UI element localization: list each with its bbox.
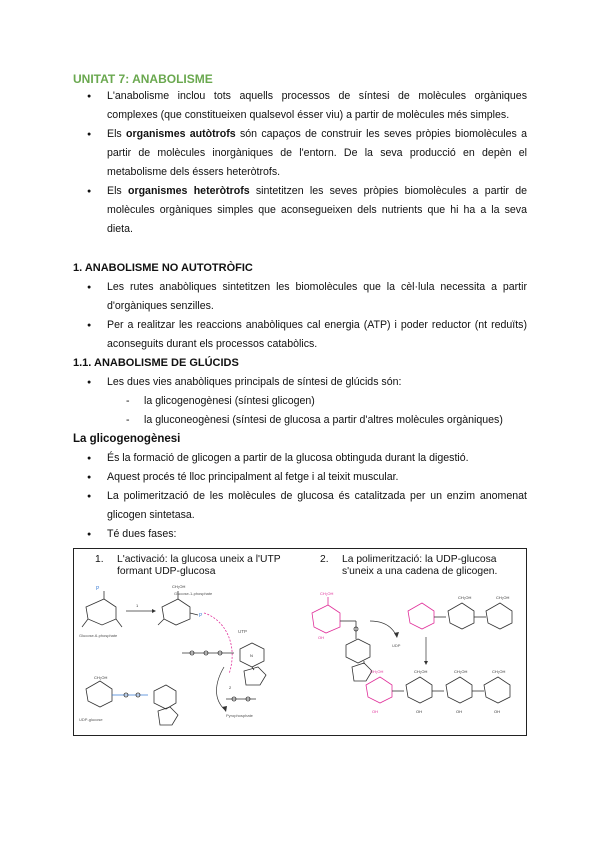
ch2oh-label: CH₂OH (414, 669, 428, 674)
list-item: ● La polimerització de les molècules de glucosa és catalitzada per un enzim anomenat glicogen sintetasa. (87, 487, 527, 525)
pyrophosphate-label: Pyrophosphate (226, 713, 253, 718)
sub-list-item: - la glicogenogènesi (síntesi glicogen) (124, 392, 503, 411)
list-item: ● Les dues vies anabòliques principals de síntesi de glúcids són: (87, 373, 527, 392)
elongated-glycogen-molecule (366, 677, 510, 703)
ch2oh-label: CH₂OH (320, 591, 334, 596)
nitrogen-label: N (250, 653, 253, 658)
hydroxyl-label: OH (318, 635, 324, 640)
glycogenesis-figure (73, 548, 527, 736)
glycogen-chain-molecule (408, 603, 512, 629)
utp-label: UTP (238, 629, 247, 634)
udp-label: UDP (392, 643, 401, 648)
hydroxyl-label: OH (456, 709, 462, 714)
list-item: ● Els organismes autòtrofs són capaços de construir les seves pròpies biomolècules a partir de molècules inorgàniques de l'entorn. De la seva producció en depèn el metabolisme dels éssers heteròtrofs. (87, 125, 527, 182)
hydroxyl-label: OH (416, 709, 422, 714)
section-heading: 1.1. ANABOLISME DE GLÚCIDS (73, 357, 239, 369)
step1-caption: 1. L'activació: la glucosa uneix a l'UTP formant UDP-glucosa (95, 554, 281, 577)
section1-list (87, 278, 527, 354)
hydroxyl-label: OH (494, 709, 500, 714)
list-item: ● Aquest procés té lloc principalment al fetge i al teixit muscular. (87, 468, 527, 487)
step2-caption: 2. La polimerització: la UDP-glucosa s'uneix a una cadena de glicogen. (320, 554, 498, 577)
ch2oh-label: CH₂OH (458, 595, 472, 600)
hydroxyl-label: OH (372, 709, 378, 714)
ch2oh-label: CH₂OH (492, 669, 506, 674)
list-item: ● L'anabolisme inclou tots aquells processos de síntesi de molècules orgàniques complexes (que constitueixen qualsevol ésser viu) a partir de molècules més simples. (87, 87, 527, 125)
pyrophosphate-molecule (226, 697, 256, 701)
subsection-heading: La glicogenogènesi (73, 433, 181, 445)
ch2oh-label: CH₂OH (454, 669, 468, 674)
glucose-1-phosphate-molecule (158, 591, 198, 625)
pathway-diagram (74, 549, 526, 735)
glyco-list (87, 449, 527, 544)
section-heading: 1. ANABOLISME NO AUTOTRÒFIC (73, 262, 253, 274)
list-item: ● Les rutes anabòliques sintetitzen les biomolècules que la cèl·lula necessita a partir d'orgàniques senzilles. (87, 278, 527, 316)
section11-list (87, 373, 527, 392)
ch2oh-label: CH₂OH (94, 675, 108, 680)
phosphate-label: P (199, 613, 203, 619)
step-number-2: 2 (229, 685, 232, 690)
page-title: UNITAT 7: ANABOLISME (73, 72, 213, 86)
glucose-6-phosphate-molecule (82, 591, 122, 627)
list-item: ● Té dues fases: (87, 525, 527, 544)
g1p-label: Glucose-1-phosphate (174, 591, 213, 596)
utp-molecule (182, 643, 266, 685)
ch2oh-label: CH₂OH (496, 595, 510, 600)
list-item: ● És la formació de glicogen a partir de la glucosa obtinguda durant la digestió. (87, 449, 527, 468)
ch2oh-label: CH₂OH (172, 584, 186, 589)
udp-glucose-label: UDP-glucose (79, 717, 103, 722)
sub-list (124, 392, 503, 430)
list-item: ● Per a realitzar les reaccions anabòliques cal energia (ATP) i poder reductor (nt reduïts) aconseguits durant els processos catabòlics. (87, 316, 527, 354)
step-number-1: 1 (136, 603, 139, 608)
g6p-label: Glucose-6-phosphate (79, 633, 118, 638)
list-item: ● Els organismes heteròtrofs sintetitzen les seves pròpies biomolècules a partir de molècules orgàniques simples que aconsegueixen dels nutrients que hi ha a la seva dieta. (87, 182, 527, 239)
ch2oh-label: CH₂OH (370, 669, 384, 674)
phosphate-label: P (96, 586, 100, 592)
sub-list-item: - la gluconeogènesi (síntesi de glucosa a partir d'altres molècules orgàniques) (124, 411, 503, 430)
intro-list (87, 87, 527, 239)
